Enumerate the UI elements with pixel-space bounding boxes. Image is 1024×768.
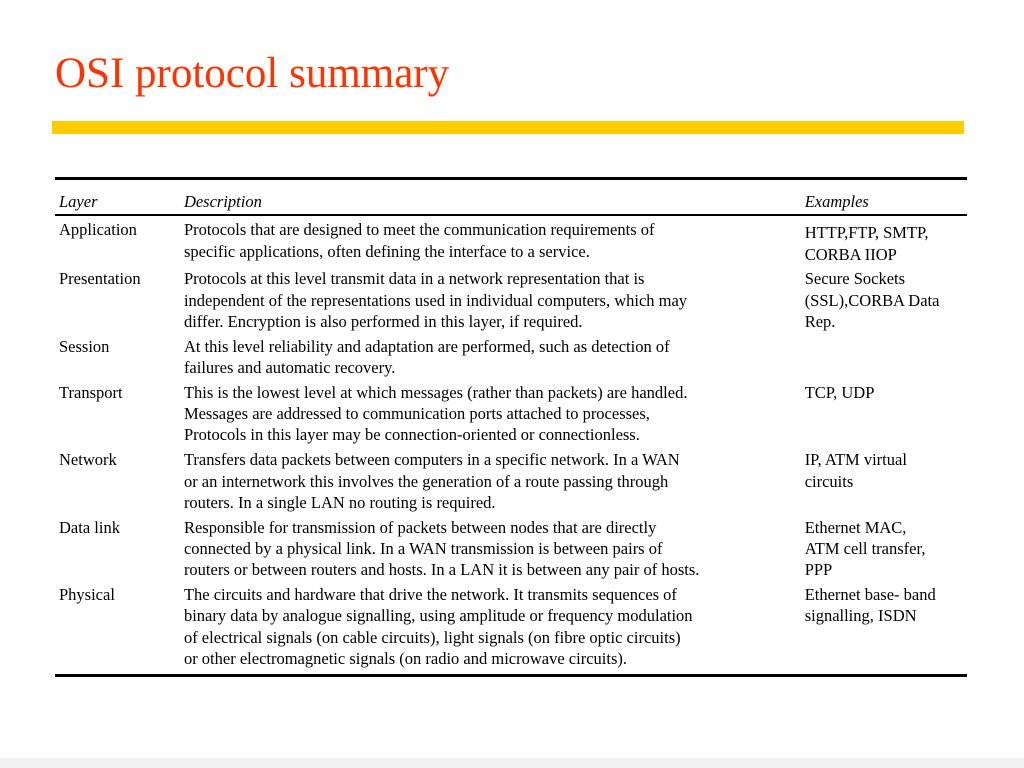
table-row xyxy=(55,449,967,513)
layer-name: Application xyxy=(59,220,137,240)
osi-summary-table xyxy=(55,177,967,677)
description-line: At this level reliability and adaptation are performed, such as detection of xyxy=(183,336,670,356)
description-line: specific applications, often defining the interface to a service. xyxy=(183,241,590,261)
description-line: or an internetwork this involves the generation of a route passing through xyxy=(183,471,669,491)
layer-name: Data link xyxy=(59,517,120,537)
table-header-row xyxy=(55,180,967,214)
description-line: This is the lowest level at which messages (rather than packets) are handled. xyxy=(183,382,688,402)
example-line: Secure Sockets xyxy=(804,269,906,289)
description-line: Messages are addressed to communication ports attached to processes, xyxy=(183,404,650,424)
layer-examples xyxy=(805,268,967,332)
layer-description xyxy=(184,517,805,581)
layer-description xyxy=(184,382,805,446)
description-line: binary data by analogue signalling, using amplitude or frequency modulation xyxy=(183,606,693,626)
table-row xyxy=(55,584,967,669)
description-line: Transfers data packets between computers in a specific network. In a WAN xyxy=(183,450,680,470)
table-row xyxy=(55,219,967,265)
layer-examples xyxy=(805,449,967,513)
description-line: routers. In a single LAN no routing is required. xyxy=(183,492,496,512)
example-line: ATM cell transfer, xyxy=(804,538,926,558)
description-line: connected by a physical link. In a WAN transmission is between pairs of xyxy=(183,538,663,558)
example-line: Rep. xyxy=(804,311,836,331)
description-line: The circuits and hardware that drive the network. It transmits sequences of xyxy=(183,585,677,605)
footer-strip xyxy=(0,758,1024,768)
layer-examples xyxy=(805,382,967,446)
description-line: or other electromagnetic signals (on radio and microwave circuits). xyxy=(183,648,627,668)
title-underline-bar xyxy=(52,121,964,134)
layer-examples xyxy=(805,336,967,379)
example-line: IP, ATM virtual xyxy=(804,450,907,470)
table-row xyxy=(55,268,967,332)
example-line: circuits xyxy=(804,471,854,491)
layer-name: Physical xyxy=(59,585,115,605)
layer-description xyxy=(184,336,805,379)
table-row xyxy=(55,382,967,446)
example-line: CORBA IIOP xyxy=(804,244,897,264)
description-line: failures and automatic recovery. xyxy=(183,358,396,378)
example-line: signalling, ISDN xyxy=(804,606,917,626)
description-line: of electrical signals (on cable circuits), light signals (on fibre optic circuits) xyxy=(183,627,681,647)
layer-name: Session xyxy=(59,336,110,356)
example-line: Ethernet base- band xyxy=(804,585,936,605)
description-line: Responsible for transmission of packets between nodes that are directly xyxy=(183,517,657,537)
layer-examples xyxy=(805,584,967,669)
layer-description xyxy=(184,449,805,513)
description-line: differ. Encryption is also performed in this layer, if required. xyxy=(183,311,583,331)
slide-title: OSI protocol summary xyxy=(55,50,450,97)
table-bottom-rule xyxy=(55,674,967,677)
table-row xyxy=(55,517,967,581)
layer-name: Transport xyxy=(59,382,123,402)
header-layer: Layer xyxy=(59,192,98,211)
description-line: Protocols in this layer may be connection-oriented or connectionless. xyxy=(183,425,640,445)
header-description: Description xyxy=(183,192,262,211)
example-line: (SSL),CORBA Data xyxy=(804,290,940,310)
layer-description xyxy=(184,268,805,332)
layer-description xyxy=(184,584,805,669)
example-line: PPP xyxy=(804,560,833,580)
header-examples: Examples xyxy=(804,192,869,211)
example-line: Ethernet MAC, xyxy=(804,517,907,537)
layer-name: Presentation xyxy=(59,269,141,289)
description-line: routers or between routers and hosts. In a LAN it is between any pair of hosts. xyxy=(183,560,700,580)
description-line: Protocols at this level transmit data in a network representation that is xyxy=(183,269,645,289)
description-line: independent of the representations used in individual computers, which may xyxy=(183,290,688,310)
layer-examples xyxy=(805,219,967,265)
table-row xyxy=(55,336,967,379)
layer-description xyxy=(184,219,805,265)
layer-name: Network xyxy=(59,450,117,470)
description-line: Protocols that are designed to meet the communication requirements of xyxy=(183,220,655,240)
table-body xyxy=(55,219,967,672)
table-header-rule xyxy=(55,214,967,216)
example-line: TCP, UDP xyxy=(804,382,875,402)
layer-examples xyxy=(805,517,967,581)
example-line: HTTP,FTP, SMTP, xyxy=(804,223,929,243)
